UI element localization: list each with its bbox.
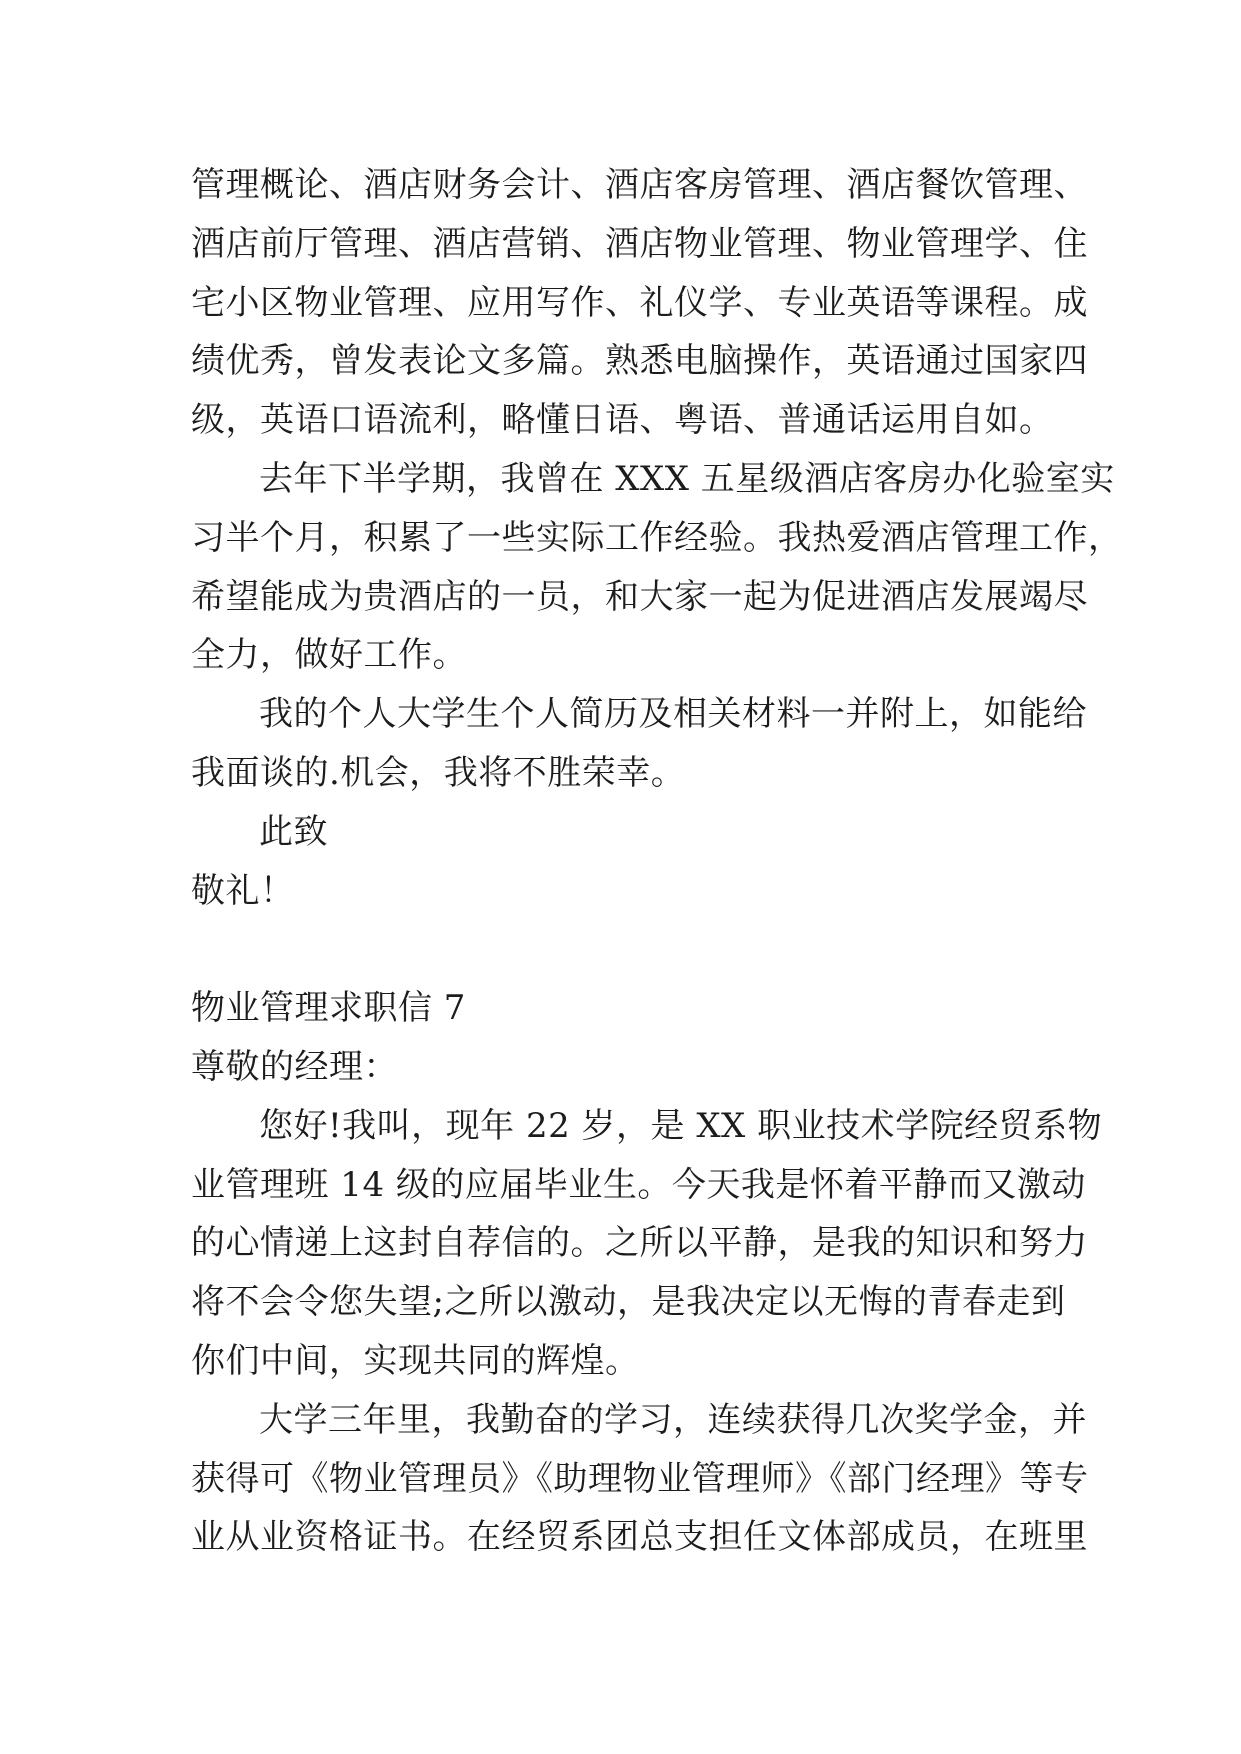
text-line: 习半个月，积累了一些实际工作经验。我热爱酒店管理工作，	[191, 517, 1123, 558]
continued-paragraph	[191, 156, 1091, 450]
text-line: 大学三年里，我勤奋的学习，连续获得几次奖学金，并	[259, 1399, 1087, 1440]
text-line: 宅小区物业管理、应用写作、礼仪学、专业英语等课程。成	[191, 282, 1088, 323]
text-line: 业从业资格证书。在经贸系团总支担任文体部成员，在班里	[191, 1517, 1088, 1558]
attachment-paragraph	[191, 685, 1091, 803]
text-line: 全力，做好工作。	[191, 635, 467, 676]
text-line: 希望能成为贵酒店的一员，和大家一起为促进酒店发展竭尽	[191, 576, 1088, 617]
text-line: 将不会令您失望;之所以激动，是我决定以无悔的青春走到	[191, 1282, 1066, 1323]
study-paragraph	[191, 1391, 1091, 1567]
text-line: 你们中间，实现共同的辉煌。	[191, 1340, 640, 1381]
text-line: 去年下半学期，我曾在 XXX 五星级酒店客房办化验室实	[259, 458, 1115, 499]
closing-salute: 敬礼！	[191, 870, 295, 911]
text-line: 级，英语口语流利，略懂日语、粤语、普通话运用自如。	[191, 400, 1054, 441]
text-line: 绩优秀，曾发表论文多篇。熟悉电脑操作，英语通过国家四	[191, 341, 1088, 382]
salutation: 尊敬的经理：	[191, 1046, 398, 1087]
text-line: 获得可《物业管理员》《助理物业管理师》《部门经理》等专	[191, 1458, 1089, 1499]
text-line: 酒店前厅管理、酒店营销、酒店物业管理、物业管理学、住	[191, 223, 1088, 264]
text-line: 我的个人大学生个人简历及相关材料一并附上，如能给	[259, 694, 1087, 735]
text-line: 管理概论、酒店财务会计、酒店客房管理、酒店餐饮管理、	[191, 165, 1088, 205]
internship-paragraph	[191, 450, 1123, 685]
blank-line	[191, 920, 1091, 979]
text-line: 我面谈的.机会，我将不胜荣幸。	[191, 752, 686, 793]
text-line: 您好!我叫，现年 22 岁，是 XX 职业技术学院经贸系物	[259, 1105, 1103, 1146]
closing-phrase: 此致	[259, 811, 328, 852]
greeting-paragraph	[191, 1097, 1103, 1391]
letter-title: 物业管理求职信 7	[191, 988, 466, 1029]
text-line: 业管理班 14 级的应届毕业生。今天我是怀着平静而又激动	[191, 1164, 1086, 1205]
document-body	[191, 156, 1123, 1567]
text-line: 的心情递上这封自荐信的。之所以平静，是我的知识和努力	[191, 1223, 1088, 1264]
